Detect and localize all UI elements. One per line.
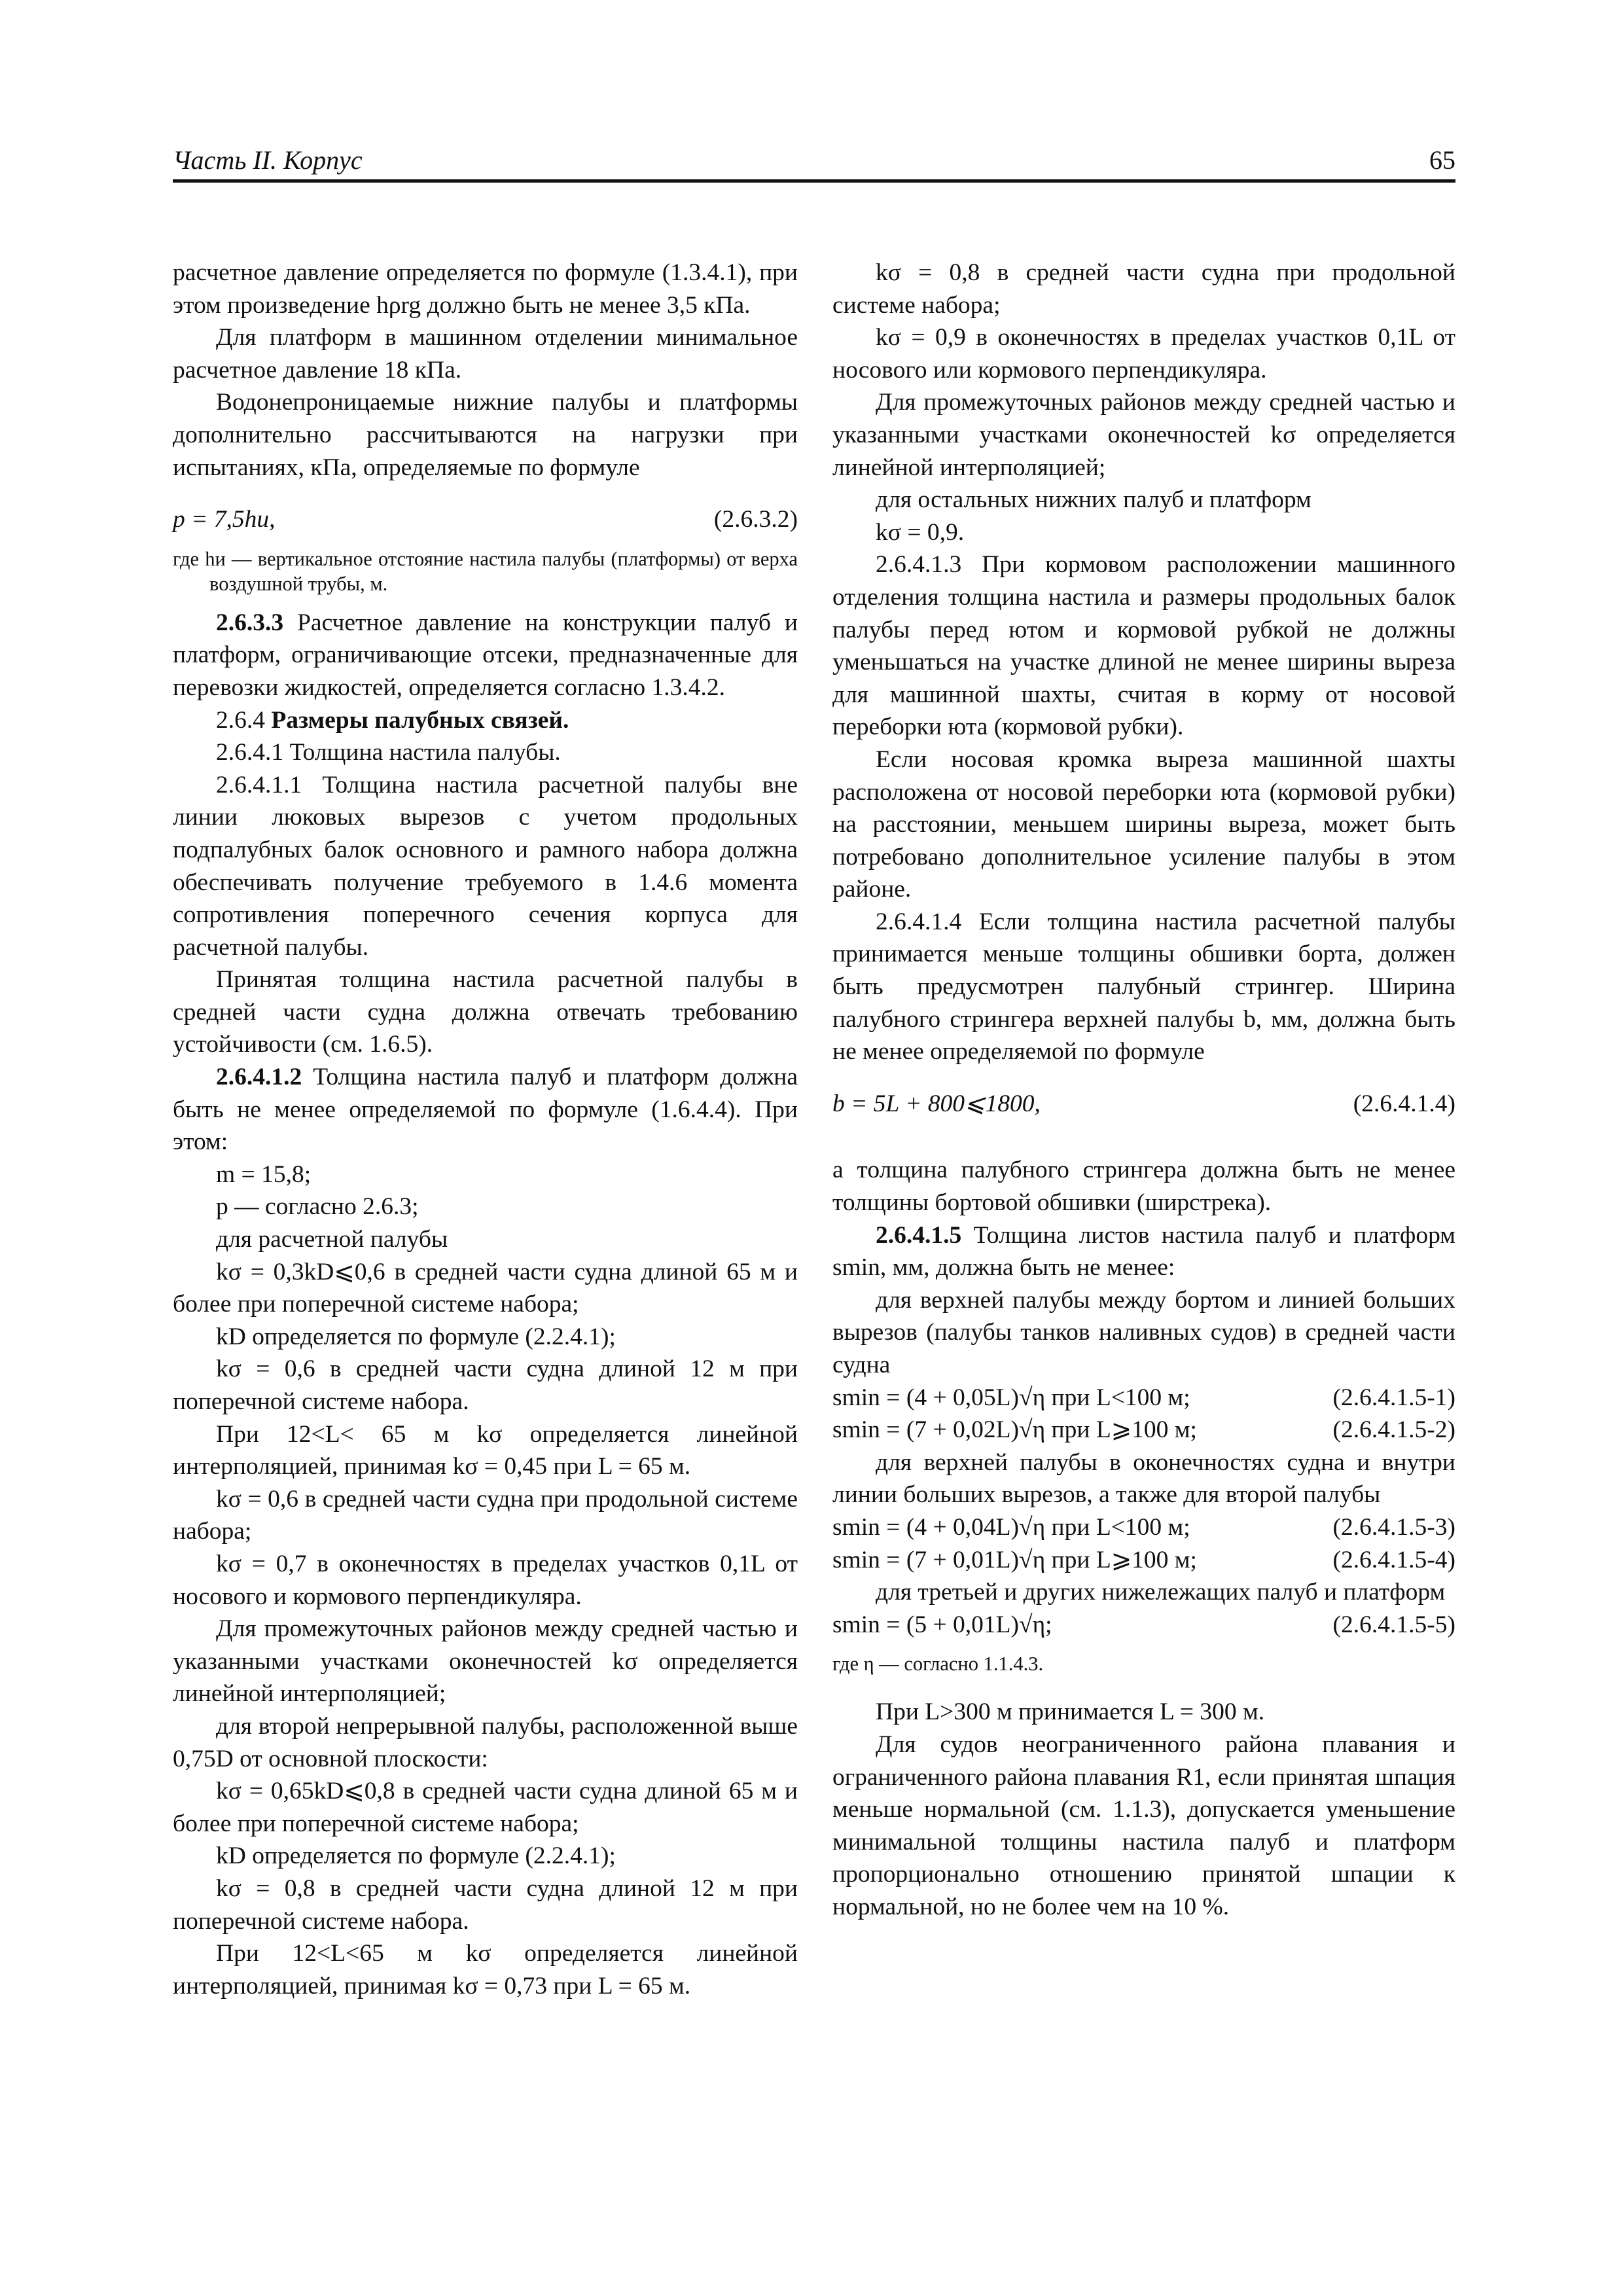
paragraph: При 12<L< 65 м kσ определяется линейной интерполяцией, принимая kσ = 0,45 при L = 65 м. — [173, 1420, 798, 1480]
paragraph: При 12<L<65 м kσ определяется линейной интерполяцией, принимая kσ = 0,73 при L = 65 м. — [173, 1940, 798, 2000]
paragraph: Если носовая кромка выреза машинной шахты расположена от носовой переборки юта (кормовой рубки) на расстоянии, меньшем ширины выреза, может быть потребовано дополнительное усиление палубы в этом районе. — [832, 745, 1455, 903]
paragraph: для остальных нижних палуб и платформ — [876, 486, 1311, 514]
paragraph: Принятая толщина настила расчетной палубы в средней части судна должна отвечать требованию устойчивости (см. 1.6.5). — [173, 966, 798, 1058]
paragraph: расчетное давление определяется по формуле (1.3.4.1), при этом произведение hρrg должно быть не менее 3,5 кПа. — [173, 259, 798, 319]
param-m: m = 15,8; — [216, 1160, 312, 1188]
section-2-6-4-1-5: 2.6.4.1.5 Толщина листов настила палуб и платформ smin, мм, должна быть не менее: — [832, 1221, 1456, 1282]
paragraph: kσ = 0,3kD⩽0,6 в средней части судна длиной 65 м и более при поперечной системе набора; — [173, 1258, 798, 1318]
paragraph: kσ = 0,7 в оконечностях в пределах участков 0,1L от носового и кормового перпендикуляра. — [173, 1550, 798, 1610]
formula-2-6-4-1-5-1: smin = (4 + 0,05L)√η при L<100 м; (2.6.4.1.5-1) — [832, 1384, 1455, 1411]
formula-2-6-4-1-5-2: smin = (7 + 0,02L)√η при L⩾100 м; (2.6.4.1.5-2) — [832, 1416, 1455, 1444]
paragraph: для верхней палубы между бортом и линией больших вырезов (палубы танков наливных судов) в средней части судна — [832, 1286, 1455, 1378]
section-2-6-3-3: 2.6.3.3 Расчетное давление на конструкции палуб и платформ, ограничивающие отсеки, предназначенные для перевозки жидкостей, определяется согласно 1.3.4.2. — [173, 609, 798, 701]
left-column — [173, 257, 798, 2002]
paragraph: Для судов неограниченного района плавания и ограниченного района плавания R1, если принятая шпация меньше нормальной (см. 1.1.3), допускается уменьшение минимальной толщины настила палуб и платформ пропорционально отношению принятой шпации к нормальной, но не более чем на 10 %. — [832, 1731, 1455, 1920]
paragraph: kσ = 0,8 в средней части судна длиной 12 м при поперечной системе набора. — [173, 1874, 798, 1935]
formula-2-6-4-1-5-3: smin = (4 + 0,04L)√η при L<100 м; (2.6.4.1.5-3) — [832, 1513, 1455, 1541]
paragraph: Водонепроницаемые нижние палубы и платформы дополнительно рассчитываются на нагрузки при испытаниях, кПа, определяемые по формуле — [173, 389, 798, 481]
page-header — [173, 139, 1455, 183]
section-2-6-4-1-3: 2.6.4.1.3 При кормовом расположении машинного отделения толщина настила и размеры продольных балок палубы перед ютом и кормовой рубкой не должны уменьшаться на участке длиной не менее ширины выреза для машинной шахты, считая в корму от носовой переборки юта (кормовой рубки). — [832, 551, 1455, 741]
footnote: где hи — вертикальное отстояние настила палубы (платформы) от верха воздушной трубы, м. — [173, 547, 798, 595]
paragraph: kσ = 0,9. — [876, 518, 965, 546]
paragraph: kσ = 0,6 в средней части судна длиной 12 м при поперечной системе набора. — [173, 1355, 798, 1415]
paragraph: для расчетной палубы — [216, 1226, 448, 1253]
paragraph: kσ = 0,8 в средней части судна при продольной системе набора; — [832, 259, 1455, 319]
paragraph: для второй непрерывной палубы, расположенной выше 0,75D от основной плоскости: — [173, 1712, 798, 1772]
paragraph: для верхней палубы в оконечностях судна и внутри линии больших вырезов, а также для второй палубы — [832, 1448, 1455, 1509]
section-heading-2-6-4: 2.6.4 Размеры палубных связей. — [216, 706, 569, 734]
running-title: Часть II. Корпус — [173, 145, 363, 175]
formula-2-6-3-2: p = 7,5hи, (2.6.3.2) — [173, 506, 798, 533]
paragraph: Для промежуточных районов между средней частью и указанными участками оконечностей kσ определяется линейной интерполяцией; — [832, 389, 1455, 481]
right-column — [832, 257, 1455, 1924]
paragraph: а толщина палубного стрингера должна быть не менее толщины бортовой обшивки (ширстрека). — [832, 1157, 1455, 1217]
paragraph: При L>300 м принимается L = 300 м. — [876, 1698, 1265, 1726]
section-2-6-4-1-2: 2.6.4.1.2 Толщина настила палуб и платформ должна быть не менее определяемой по формуле (1.6.4.4). При этом: — [173, 1064, 798, 1156]
paragraph: kD определяется по формуле (2.2.4.1); — [216, 1323, 616, 1350]
section-2-6-4-1-1: 2.6.4.1.1 Толщина настила расчетной палубы вне линии люковых вырезов с учетом продольных подпалубных балок основного и рамного набора должна обеспечивать получение требуемого в 1.4.6 момента сопротивления поперечного сечения корпуса для расчетной палубы. — [173, 771, 798, 961]
formula-2-6-4-1-4: b = 5L + 800⩽1800, (2.6.4.1.4) — [832, 1090, 1455, 1117]
formula-2-6-4-1-5-5: smin = (5 + 0,01L)√η; (2.6.4.1.5-5) — [832, 1611, 1455, 1638]
page-number: 65 — [1429, 145, 1455, 175]
param-p: p — согласно 2.6.3; — [216, 1193, 419, 1221]
paragraph: kσ = 0,9 в оконечностях в пределах участков 0,1L от носового или кормового перпендикуляра. — [832, 324, 1455, 384]
paragraph: kσ = 0,65kD⩽0,8 в средней части судна длиной 65 м и более при поперечной системе набора; — [173, 1778, 798, 1837]
paragraph: kD определяется по формуле (2.2.4.1); — [216, 1842, 616, 1870]
footnote: где η — согласно 1.1.4.3. — [832, 1653, 1044, 1676]
paragraph: Для платформ в машинном отделении минимальное расчетное давление 18 кПа. — [173, 324, 798, 384]
section-2-6-4-1: 2.6.4.1 Толщина настила палубы. — [216, 739, 561, 766]
paragraph: Для промежуточных районов между средней частью и указанными участками оконечностей kσ определяется линейной интерполяцией; — [173, 1615, 798, 1708]
section-2-6-4-1-4: 2.6.4.1.4 Если толщина настила расчетной палубы принимается меньше толщины обшивки борта, должен быть предусмотрен палубный стрингер. Ширина палубного стрингера верхней палубы b, мм, должна быть не менее определяемой по формуле — [832, 908, 1455, 1066]
paragraph: для третьей и других нижележащих палуб и платформ — [876, 1579, 1446, 1606]
paragraph: kσ = 0,6 в средней части судна при продольной системе набора; — [173, 1485, 798, 1545]
formula-2-6-4-1-5-4: smin = (7 + 0,01L)√η при L⩾100 м; (2.6.4.1.5-4) — [832, 1546, 1455, 1573]
